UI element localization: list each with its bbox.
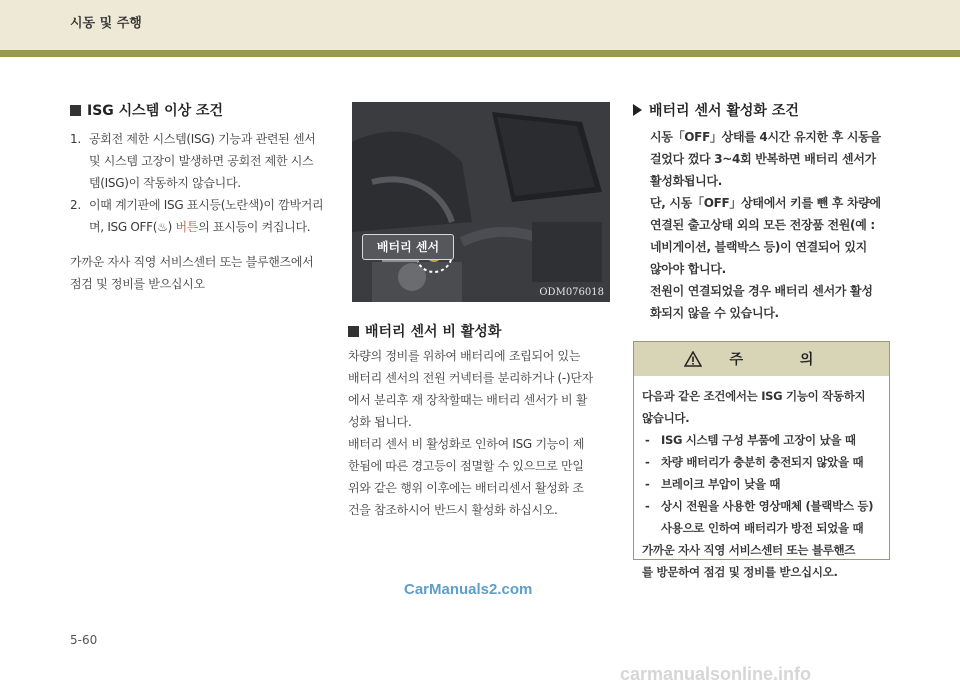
square-bullet-icon xyxy=(70,105,81,116)
isg-off-icon: ♨ xyxy=(157,220,168,234)
page-header xyxy=(0,0,960,50)
list-item: - 차량 배터리가 충분히 충전되지 않았을 때 xyxy=(642,451,881,473)
sensor-deactivation-text: 차량의 정비를 위하여 배터리에 조립되어 있는 배터리 센서의 전원 커넥터를 분리하거나 (-)단자 에서 분리후 재 장착할때는 배터리 센서가 비 활 성화 됩니다. 배터리 센서 비 활성화로 인하여 ISG 기능이 제 한됨에 따른 경고등이 점멸할 수 있으므로 만일 위와 같은 행위 이후에는 배터리센서 활성화 조 건을 참조하시어 반드시 활성화 하십시오. xyxy=(348,349,593,517)
isg-failure-section xyxy=(70,100,338,295)
sensor-deactivation-heading: 배터리 센서 비 활성화 xyxy=(348,321,613,341)
watermark-link[interactable]: CarManuals2.com xyxy=(404,581,533,598)
service-note: 가까운 자사 직영 서비스센터 또는 블루핸즈에서 점검 및 정비를 받으십시오 xyxy=(70,255,314,291)
list-item: - 상시 전원을 사용한 영상매체 (블랙박스 등) xyxy=(642,495,881,517)
photo-code: ODM076018 xyxy=(539,287,604,298)
sensor-activation-section xyxy=(633,100,895,324)
list-item: 2. 이때 계기판에 ISG 표시등(노란색)이 깜박거리 며, ISG OFF(♨) 버튼의 표시등이 켜집니다. xyxy=(70,198,324,234)
isg-failure-heading: ISG 시스템 이상 조건 xyxy=(70,100,338,120)
engine-bay-illustration xyxy=(352,102,610,302)
caution-list xyxy=(642,429,881,517)
caution-header xyxy=(634,342,889,376)
button-term: 버튼 xyxy=(175,220,199,234)
footer-watermark: carmanualsonline.info xyxy=(620,664,812,684)
section-title: 시동 및 주행 xyxy=(70,16,142,31)
sensor-activation-text: 시동「OFF」상태를 4시간 유지한 후 시동을 걸었다 껐다 3~4회 반복하면 배터리 센서가 활성화됩니다. 단, 시동「OFF」상태에서 키를 뺀 후 차량에 연결된 출고상태 외의 모든 전장품 전원(예 : 네비게이션, 블랙박스 등)이 연결되어 있지 않아야 합니다. 전원이 연결되었을 경우 배터리 센서가 활성 화되지 않을 수 있습니다. xyxy=(650,130,881,320)
page-number: 5-60 xyxy=(70,633,98,647)
warning-icon xyxy=(684,351,702,367)
list-item: - ISG 시스템 구성 부품에 고장이 났을 때 xyxy=(642,429,881,451)
list-item: 1. 공회전 제한 시스템(ISG) 기능과 관련된 센서 및 시스템 고장이 발생하면 공회전 제한 시스 템(ISG)이 작동하지 않습니다. xyxy=(70,132,316,190)
caution-title: 주 의 xyxy=(729,352,840,368)
caution-box xyxy=(633,341,890,579)
isg-failure-list xyxy=(70,128,338,238)
caution-body: 다음과 같은 조건에서는 ISG 기능이 작동하지 않습니다. - ISG 시스템 구성 부품에 고장이 났을 때 - 차량 배터리가 충분히 충전되지 않았을 때 - 브레이크 부압이 낮을 때 - 상시 전원을 사용한 영상매체 (블랙박스 등) 사용으로 인하여 배터리가 방전 되었을 때 가까운 자사 직영 서비스센터 또는 블루핸즈 를 방문하여 점검 및 정비를 받으십시오. xyxy=(634,376,889,592)
sensor-deactivation-section xyxy=(348,321,613,521)
square-bullet-icon xyxy=(348,326,359,337)
list-item: - 브레이크 부압이 낮을 때 xyxy=(642,473,881,495)
sensor-activation-heading: 배터리 센서 활성화 조건 xyxy=(633,100,895,120)
header-divider xyxy=(0,50,960,57)
triangle-bullet-icon xyxy=(633,104,642,116)
battery-sensor-photo xyxy=(352,102,610,302)
battery-sensor-label: 배터리 센서 xyxy=(362,234,454,260)
